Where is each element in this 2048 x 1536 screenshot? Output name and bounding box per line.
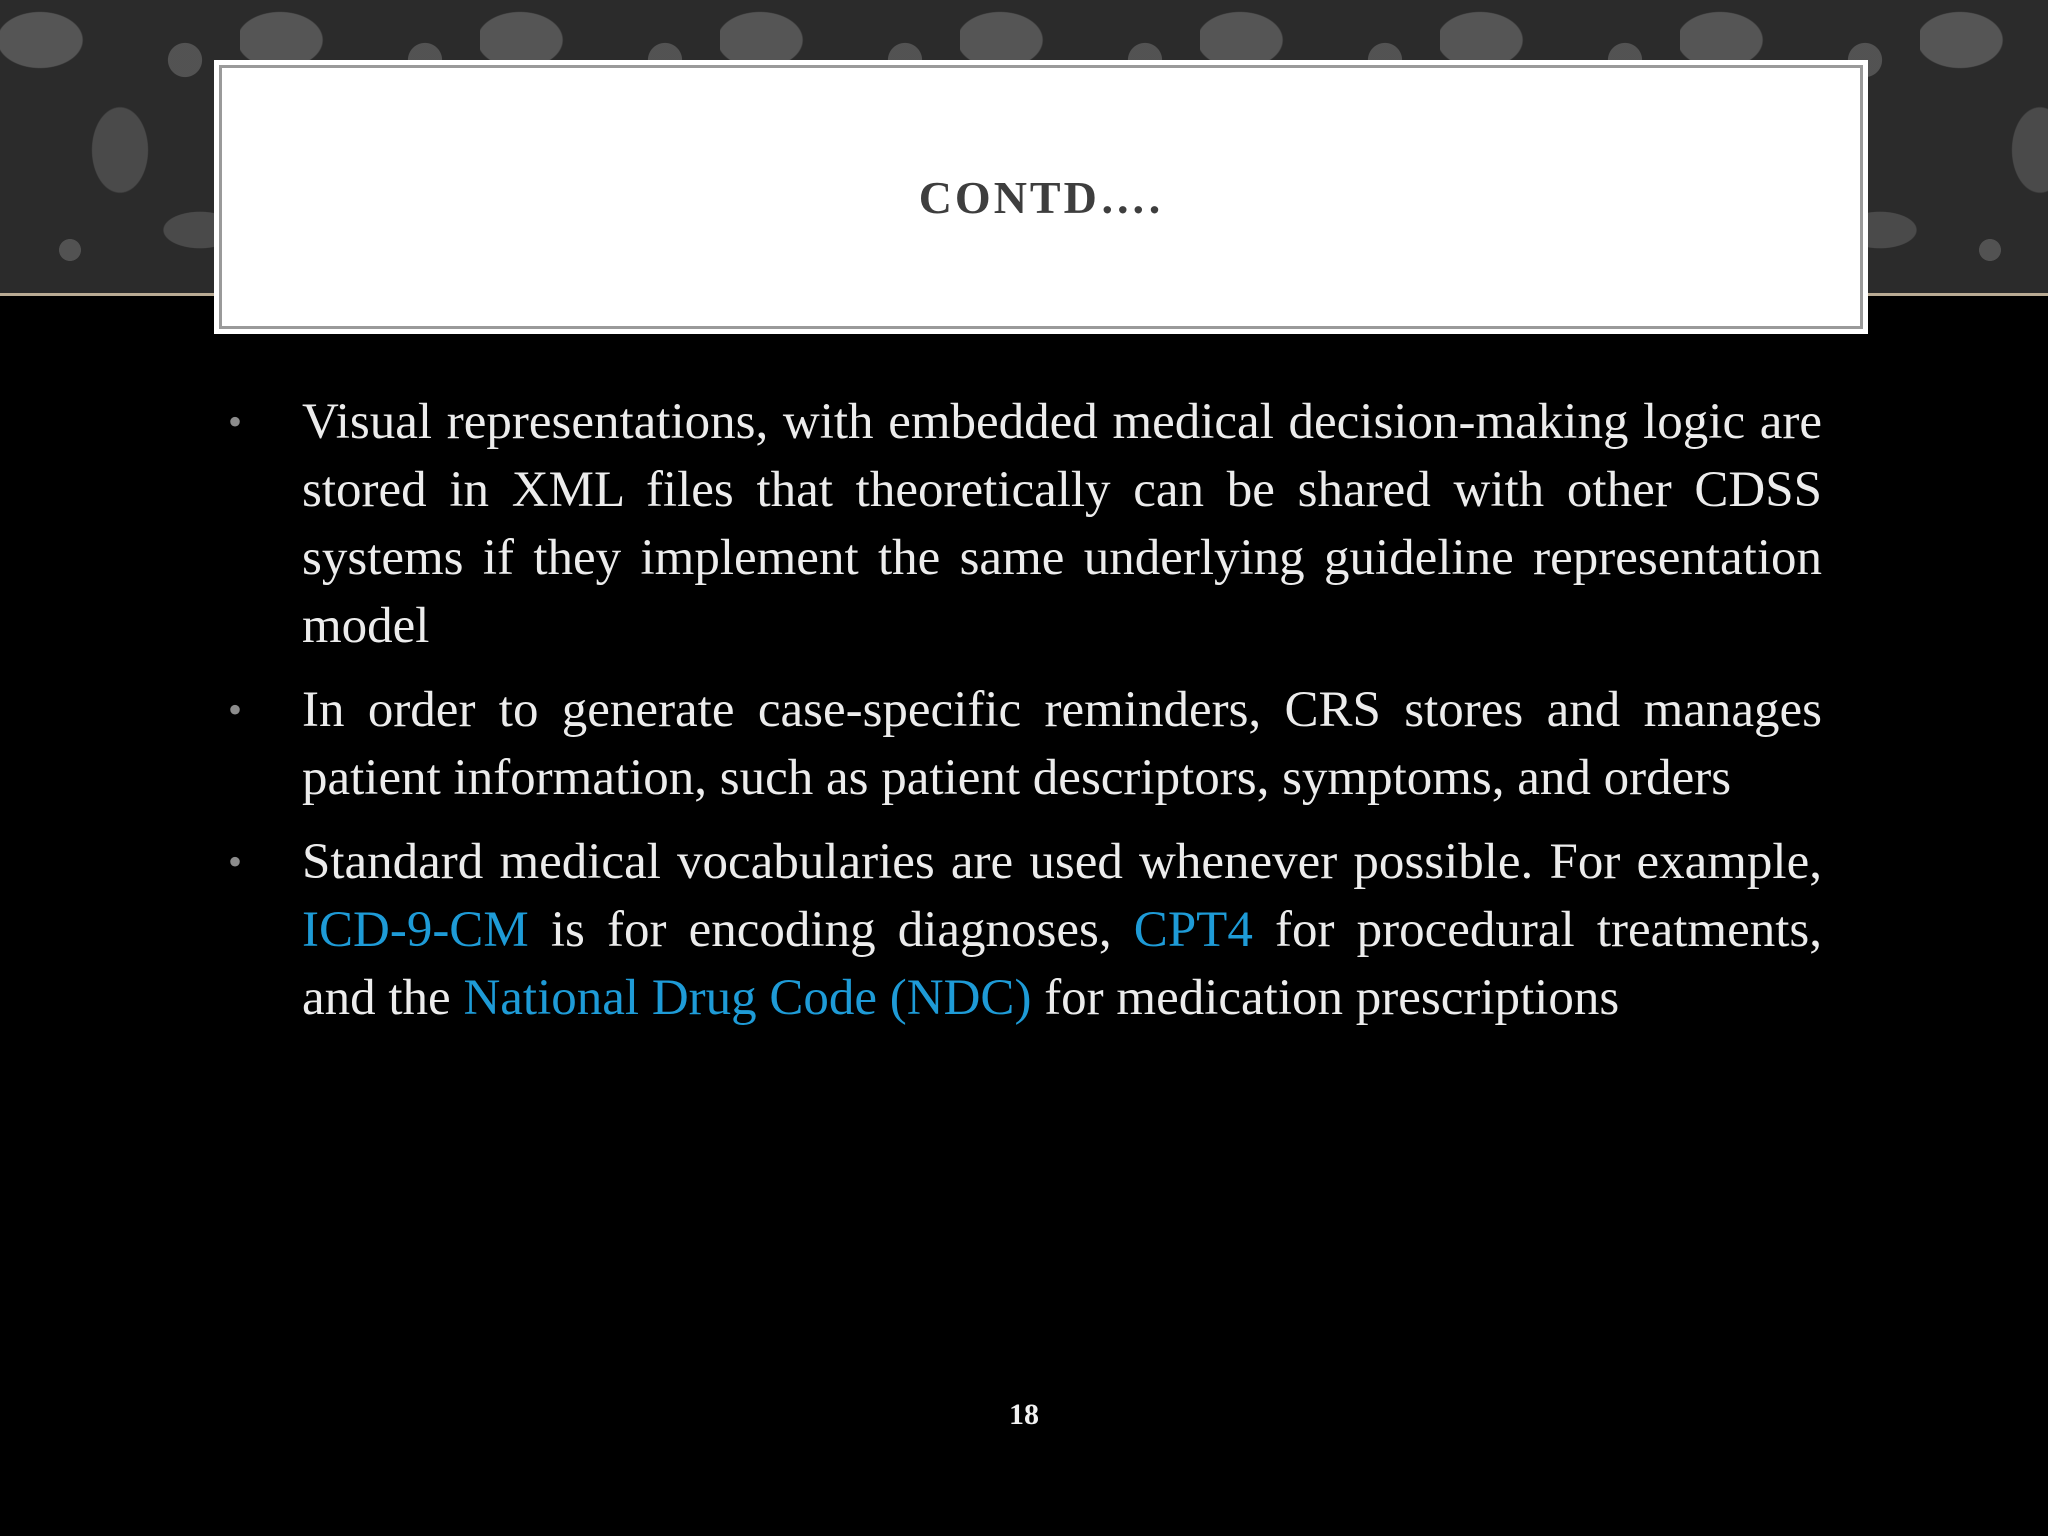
slide-title: CONTD…. <box>918 171 1164 223</box>
bullet-text: In order to generate case-specific reminders, CRS stores and manages patient information, such as patient descriptors, symptoms, and orders <box>302 682 1822 806</box>
bullet-item-3 <box>222 828 1822 1032</box>
bullet-text: Standard medical vocabularies are used whenever possible. For example, <box>302 834 1822 890</box>
bullet-list <box>222 388 1822 1048</box>
link-cpt4[interactable]: CPT4 <box>1133 902 1253 958</box>
page-number: 18 <box>1009 1398 1039 1431</box>
bullet-text: Visual representations, with embedded medical decision-making logic are stored in XML files that theoretically can be shared with other CDSS systems if they implement the same underlying guideline representation model <box>302 394 1822 654</box>
bullet-dot-icon: • <box>228 687 243 732</box>
bullet-item-2 <box>222 676 1822 812</box>
bullet-dot-icon: • <box>228 399 243 444</box>
link-icd-9-cm[interactable]: ICD-9-CM <box>302 902 529 958</box>
bullet-text: for procedural treatments, and the <box>302 902 1823 1026</box>
bullet-dot-icon: • <box>228 839 243 884</box>
title-box <box>214 60 1868 334</box>
bullet-text: is for encoding diagnoses, <box>528 902 1134 958</box>
link-national-drug-code[interactable]: National Drug Code (NDC) <box>463 970 1032 1026</box>
bullet-text: for medication prescriptions <box>1031 970 1620 1026</box>
bullet-item-1 <box>222 388 1822 660</box>
